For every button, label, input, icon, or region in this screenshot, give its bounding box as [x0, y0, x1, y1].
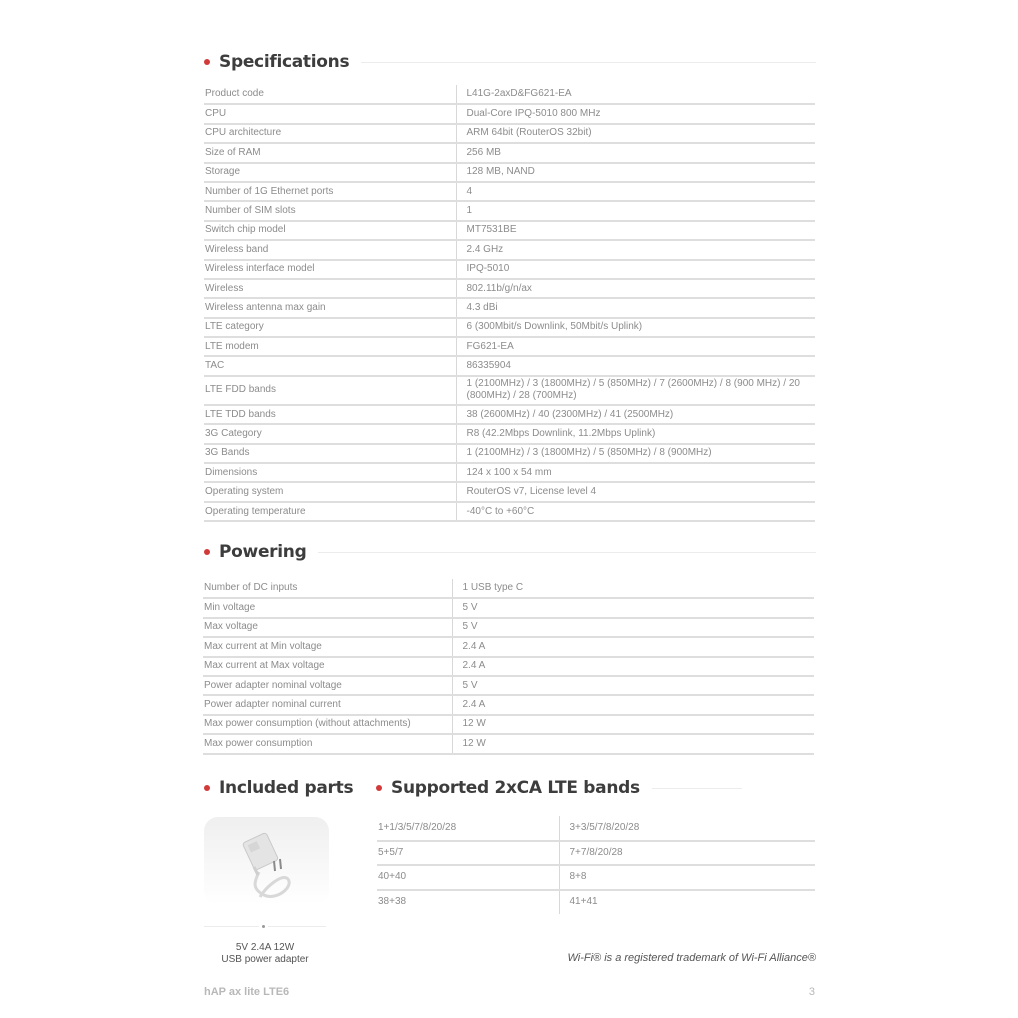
- spec-value: 4.3 dBi: [456, 298, 815, 317]
- table-row: [203, 734, 814, 753]
- ca-bands-table: [377, 816, 815, 914]
- spec-label: Number of 1G Ethernet ports: [204, 182, 456, 201]
- spec-label: Wireless antenna max gain: [204, 298, 456, 317]
- table-row: [377, 890, 815, 915]
- power-adapter-icon: [204, 817, 329, 905]
- powering-header: [204, 537, 816, 567]
- ca-band-combination: 1+1/3/5/7/8/20/28: [377, 816, 559, 841]
- spec-value: 1 (2100MHz) / 3 (1800MHz) / 5 (850MHz) / 8 (900MHz): [456, 444, 815, 463]
- ca-band-combination: 38+38: [377, 890, 559, 915]
- spec-label: Power adapter nominal voltage: [203, 676, 452, 695]
- spec-label: Max current at Min voltage: [203, 637, 452, 656]
- table-row: [377, 865, 815, 890]
- spec-label: Operating temperature: [204, 502, 456, 521]
- spec-value: 12 W: [452, 734, 814, 753]
- spec-value: 12 W: [452, 715, 814, 734]
- table-row: [204, 279, 815, 298]
- ca-band-combination: 40+40: [377, 865, 559, 890]
- spec-value: -40°C to +60°C: [456, 502, 815, 521]
- spec-value: 6 (300Mbit/s Downlink, 50Mbit/s Uplink): [456, 318, 815, 337]
- spec-label: Operating system: [204, 482, 456, 501]
- spec-value: 128 MB, NAND: [456, 163, 815, 182]
- spec-value: 1 USB type C: [452, 579, 814, 598]
- table-row: [204, 260, 815, 279]
- bullet-icon: [204, 785, 210, 791]
- ca-band-combination: 3+3/5/7/8/20/28: [559, 816, 815, 841]
- ca-band-combination: 5+5/7: [377, 841, 559, 866]
- spec-value: 4: [456, 182, 815, 201]
- section-title: Powering: [219, 542, 307, 562]
- spec-value: R8 (42.2Mbps Downlink, 11.2Mbps Uplink): [456, 424, 815, 443]
- table-row: [204, 444, 815, 463]
- divider: [268, 926, 326, 927]
- specifications-header: [204, 47, 816, 77]
- spec-value: 124 x 100 x 54 mm: [456, 463, 815, 482]
- spec-value: 86335904: [456, 356, 815, 375]
- included-part-caption: [204, 942, 326, 966]
- table-row: [203, 637, 814, 656]
- table-row: [204, 240, 815, 259]
- ca-band-combination: 7+7/8/20/28: [559, 841, 815, 866]
- table-row: [204, 405, 815, 424]
- table-row: [203, 598, 814, 617]
- spec-label: LTE category: [204, 318, 456, 337]
- table-row: [203, 579, 814, 598]
- table-row: [204, 143, 815, 162]
- spec-label: Max voltage: [203, 618, 452, 637]
- spec-label: LTE TDD bands: [204, 405, 456, 424]
- table-row: [203, 657, 814, 676]
- ca-bands-table-body: [377, 816, 815, 914]
- table-row: [203, 715, 814, 734]
- caption-line: 5V 2.4A 12W: [235, 942, 295, 953]
- table-row: [204, 163, 815, 182]
- spec-label: Switch chip model: [204, 221, 456, 240]
- table-row: [204, 482, 815, 501]
- spec-label: CPU: [204, 104, 456, 123]
- spec-value: 5 V: [452, 618, 814, 637]
- trademark-note: Wi-Fi® is a registered trademark of Wi-Fi Alliance®: [567, 952, 816, 964]
- table-row: [204, 424, 815, 443]
- table-row: [204, 85, 815, 104]
- table-row: [203, 676, 814, 695]
- spec-value: 1: [456, 201, 815, 220]
- spec-value: 1 (2100MHz) / 3 (1800MHz) / 5 (850MHz) / 7 (2600MHz) / 8 (900 MHz) / 20 (800MHz) / 28 (700MHz): [456, 376, 815, 405]
- spec-value: 802.11b/g/n/ax: [456, 279, 815, 298]
- spec-label: Storage: [204, 163, 456, 182]
- ca-band-combination: 8+8: [559, 865, 815, 890]
- spec-value: 2.4 GHz: [456, 240, 815, 259]
- spec-label: Wireless interface model: [204, 260, 456, 279]
- table-row: [204, 221, 815, 240]
- spec-label: 3G Bands: [204, 444, 456, 463]
- spec-label: Size of RAM: [204, 143, 456, 162]
- included-parts-header: [204, 773, 353, 803]
- powering-table-body: [203, 579, 814, 754]
- spec-label: Min voltage: [203, 598, 452, 617]
- table-row: [204, 337, 815, 356]
- divider: [361, 62, 816, 63]
- spec-label: Number of SIM slots: [204, 201, 456, 220]
- spec-value: Dual-Core IPQ-5010 800 MHz: [456, 104, 815, 123]
- spec-label: 3G Category: [204, 424, 456, 443]
- ca-band-combination: 41+41: [569, 896, 598, 908]
- divider: [204, 926, 259, 927]
- specifications-table: [204, 85, 815, 522]
- specifications-table-body: [204, 85, 815, 521]
- spec-label: Wireless band: [204, 240, 456, 259]
- table-row: [204, 463, 815, 482]
- power-adapter-image: [204, 817, 329, 905]
- spec-label: LTE modem: [204, 337, 456, 356]
- divider: [652, 788, 742, 789]
- powering-table: [203, 579, 814, 755]
- spec-label: TAC: [204, 356, 456, 375]
- table-row: [204, 502, 815, 521]
- bullet-icon: [204, 549, 210, 555]
- table-row: [204, 104, 815, 123]
- table-row: [203, 618, 814, 637]
- table-row: [204, 376, 815, 405]
- table-row: [204, 318, 815, 337]
- spec-label: CPU architecture: [204, 124, 456, 143]
- spec-label: Dimensions: [204, 463, 456, 482]
- bullet-icon: [204, 59, 210, 65]
- table-row: [377, 816, 815, 841]
- spec-value: MT7531BE: [456, 221, 815, 240]
- section-title: Supported 2xCA LTE bands: [391, 778, 640, 798]
- ca-bands-header: [376, 773, 816, 803]
- spec-value: 5 V: [452, 676, 814, 695]
- footer-product-name: hAP ax lite LTE6: [204, 986, 290, 998]
- spec-value: FG621-EA: [456, 337, 815, 356]
- spec-label: Wireless: [204, 279, 456, 298]
- bullet-icon: [376, 785, 382, 791]
- spec-label: Max current at Max voltage: [203, 657, 452, 676]
- page-number: 3: [808, 986, 815, 998]
- spec-value: ARM 64bit (RouterOS 32bit): [456, 124, 815, 143]
- spec-label: Max power consumption: [203, 734, 452, 753]
- spec-label: Max power consumption (without attachments): [203, 715, 452, 734]
- spec-value: 2.4 A: [452, 637, 814, 656]
- spec-value: 2.4 A: [452, 695, 814, 714]
- table-row: [377, 841, 815, 866]
- spec-value: 5 V: [452, 598, 814, 617]
- spec-value: IPQ-5010: [456, 260, 815, 279]
- divider: [318, 552, 816, 553]
- section-title: Specifications: [219, 52, 350, 72]
- table-row: [204, 182, 815, 201]
- spec-label: Power adapter nominal current: [203, 695, 452, 714]
- spec-label: LTE FDD bands: [204, 376, 456, 405]
- spec-label: Product code: [204, 85, 456, 104]
- spec-value: 2.4 A: [452, 657, 814, 676]
- spec-value: 256 MB: [456, 143, 815, 162]
- table-row: [204, 201, 815, 220]
- table-row: [204, 356, 815, 375]
- table-row: [204, 298, 815, 317]
- caption-line: USB power adapter: [221, 954, 309, 965]
- spec-value: RouterOS v7, License level 4: [456, 482, 815, 501]
- carousel-dot[interactable]: [262, 925, 265, 928]
- spec-label: Number of DC inputs: [203, 579, 452, 598]
- spec-value: L41G-2axD&FG621-EA: [456, 85, 815, 104]
- table-row: [203, 695, 814, 714]
- section-title: Included parts: [219, 778, 354, 798]
- spec-value: 38 (2600MHz) / 40 (2300MHz) / 41 (2500MHz): [456, 405, 815, 424]
- table-row: [204, 124, 815, 143]
